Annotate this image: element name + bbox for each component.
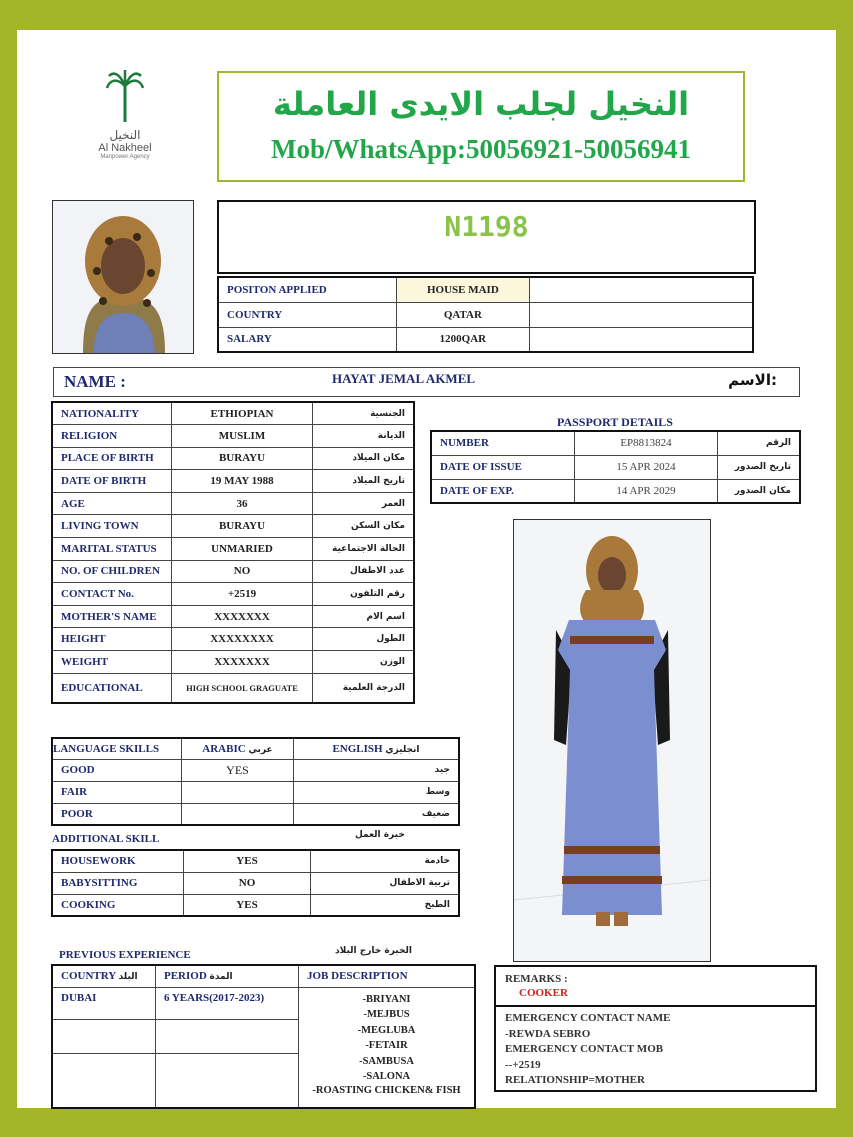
exp-country: DUBAI	[52, 987, 156, 1019]
job-item: -ROASTING CHICKEN& FISH	[312, 1084, 461, 1096]
row-label-arabic: مكان الميلاد	[313, 447, 415, 470]
row-label: WEIGHT	[52, 651, 172, 674]
name-label: NAME :	[64, 372, 126, 391]
row-label-arabic: رقم التلفون	[313, 583, 415, 606]
arabic-col-label: ARABIC	[202, 742, 246, 755]
emergency-mob-value: --+2519	[505, 1058, 541, 1071]
reference-code: N1198	[444, 210, 529, 243]
row-label: MOTHER'S NAME	[52, 605, 172, 628]
row-label-arabic: مكان السكن	[313, 515, 415, 538]
table-row	[52, 560, 414, 583]
table-row	[52, 492, 414, 515]
table-row	[52, 425, 414, 448]
additional-title-ar: خبرة العمل	[355, 830, 405, 840]
row-label: NUMBER	[431, 431, 575, 455]
language-header: LANGUAGE SKILLS	[52, 738, 182, 759]
row-value: XXXXXXX	[172, 651, 313, 674]
row-label: RELIGION	[52, 425, 172, 448]
col-period-ar: المدة	[209, 972, 233, 983]
table-row	[431, 455, 800, 479]
col-job: JOB DESCRIPTION	[299, 965, 476, 987]
row-label: EDUCATIONAL	[52, 673, 172, 703]
row-label-arabic: مكان الصدور	[718, 479, 801, 503]
row-value: BURAYU	[172, 515, 313, 538]
table-row	[52, 605, 414, 628]
english-col-label: ENGLISH	[332, 742, 383, 755]
row-value: HIGH SCHOOL GRAGUATE	[172, 673, 313, 703]
col-period: PERIOD	[164, 970, 207, 983]
row-value: 19 MAY 1988	[172, 470, 313, 493]
remarks-label: REMARKS :	[505, 973, 568, 985]
job-item: -MEJBUS	[363, 1009, 410, 1020]
row-value: +2519	[172, 583, 313, 606]
logo-subtitle: Manpower Agency	[100, 154, 150, 160]
col-country: COUNTRY	[61, 970, 116, 983]
row-label-arabic: تاريخ الميلاد	[313, 470, 415, 493]
experience-table	[51, 964, 476, 1109]
remarks-box	[494, 965, 817, 1092]
col-country-ar: البلد	[118, 972, 138, 983]
table-row	[52, 538, 414, 561]
row-value: NO	[184, 872, 311, 894]
country-label: COUNTRY	[218, 302, 397, 327]
row-label: CONTACT No.	[52, 583, 172, 606]
table-row	[52, 402, 414, 425]
row-label: LIVING TOWN	[52, 515, 172, 538]
additional-title: ADDITIONAL SKILL	[52, 833, 160, 845]
row-label: MARITAL STATUS	[52, 538, 172, 561]
table-row	[52, 447, 414, 470]
table-row	[52, 673, 414, 703]
logo-name: Al Nakheel	[98, 142, 152, 154]
row-label-arabic: خادمة	[311, 850, 460, 872]
row-value: YES	[184, 850, 311, 872]
job-item: -SALONA	[362, 1071, 411, 1082]
row-value: EP8813824	[575, 431, 718, 455]
table-row	[52, 894, 459, 916]
agency-logo	[75, 68, 175, 178]
row-label: NO. OF CHILDREN	[52, 560, 172, 583]
row-value: ETHIOPIAN	[172, 402, 313, 425]
row-label: HOUSEWORK	[52, 850, 184, 872]
row-label: DATE OF ISSUE	[431, 455, 575, 479]
emergency-name-value: -REWDA SEBRO	[505, 1027, 591, 1040]
row-label-arabic: تاريخ الصدور	[718, 455, 801, 479]
row-value: YES	[182, 759, 294, 781]
salary-value: 1200QAR	[397, 327, 530, 352]
table-row	[52, 628, 414, 651]
table-row	[52, 759, 459, 781]
portrait-photo	[52, 200, 194, 354]
row-label-arabic: العمر	[313, 492, 415, 515]
table-row	[52, 651, 414, 674]
experience-title: PREVIOUS EXPERIENCE	[59, 949, 191, 961]
language-table	[51, 737, 460, 826]
table-row	[52, 803, 459, 825]
job-item: -SAMBUSA	[359, 1055, 414, 1067]
table-row	[52, 470, 414, 493]
table-row	[52, 583, 414, 606]
row-label: FAIR	[52, 781, 182, 803]
row-label-arabic: ضعيف	[294, 803, 460, 825]
row-label-arabic: جيد	[294, 759, 460, 781]
passport-title: PASSPORT DETAILS	[557, 415, 673, 429]
table-row	[52, 872, 459, 894]
row-value: MUSLIM	[172, 425, 313, 448]
row-value	[182, 781, 294, 803]
row-value: XXXXXXX	[172, 605, 313, 628]
row-label-arabic: الطبخ	[311, 894, 460, 916]
row-label-arabic: الجنسية	[313, 402, 415, 425]
row-label: GOOD	[52, 759, 182, 781]
table-row	[52, 850, 459, 872]
additional-table	[51, 849, 460, 917]
arabic-col-ar: عربي	[248, 744, 273, 755]
row-value: 36	[172, 492, 313, 515]
row-value: XXXXXXXX	[172, 628, 313, 651]
table-row	[431, 479, 800, 503]
full-body-photo	[513, 519, 711, 962]
row-label-arabic: الحالة الاجتماعية	[313, 538, 415, 561]
row-label: PLACE OF BIRTH	[52, 447, 172, 470]
job-list	[299, 987, 476, 1108]
row-label: DATE OF BIRTH	[52, 470, 172, 493]
job-item: -FETAIR	[365, 1040, 408, 1051]
table-row	[52, 781, 459, 803]
row-label: COOKING	[52, 894, 184, 916]
row-label-arabic: الوزن	[313, 651, 415, 674]
row-label: AGE	[52, 492, 172, 515]
personal-table	[51, 401, 415, 704]
row-value: YES	[184, 894, 311, 916]
row-label-arabic: الديانة	[313, 425, 415, 448]
english-col-ar: انجليزي	[385, 744, 420, 755]
table-row	[431, 431, 800, 455]
salary-label: SALARY	[218, 327, 397, 352]
position-value: HOUSE MAID	[397, 277, 530, 302]
experience-title-ar: الخبرة خارج البلاد	[335, 946, 412, 956]
position-table	[217, 276, 754, 353]
emergency-name-label: EMERGENCY CONTACT NAME	[505, 1012, 671, 1024]
position-label: POSITON APPLIED	[218, 277, 397, 302]
row-value	[182, 803, 294, 825]
remarks-value: COOKER	[519, 987, 568, 999]
cv-page	[17, 30, 836, 1108]
job-item: -MEGLUBA	[357, 1024, 416, 1036]
row-value: UNMARIED	[172, 538, 313, 561]
emergency-mob-label: EMERGENCY CONTACT MOB	[505, 1043, 664, 1055]
row-label: BABYSITTING	[52, 872, 184, 894]
row-label: DATE OF EXP.	[431, 479, 575, 503]
row-label-arabic: وسط	[294, 781, 460, 803]
relationship: RELATIONSHIP=MOTHER	[505, 1074, 645, 1086]
row-label-arabic: عدد الاطفال	[313, 560, 415, 583]
job-item: -BRIYANI	[362, 993, 411, 1005]
country-value: QATAR	[397, 302, 530, 327]
row-label-arabic: الطول	[313, 628, 415, 651]
exp-period: 6 YEARS(2017-2023)	[156, 987, 299, 1019]
name-bar	[53, 367, 800, 397]
reference-box	[217, 200, 756, 274]
passport-table	[430, 430, 801, 504]
row-label-arabic: اسم الام	[313, 605, 415, 628]
row-value: 14 APR 2029	[575, 479, 718, 503]
row-label-arabic: الدرجة العلمية	[313, 673, 415, 703]
row-value: 15 APR 2024	[575, 455, 718, 479]
row-label: POOR	[52, 803, 182, 825]
name-value: HAYAT JEMAL AKMEL	[332, 371, 476, 386]
palm-logo-icon	[105, 68, 145, 124]
row-label: NATIONALITY	[52, 402, 172, 425]
agency-title-arabic: النخيل لجلب الايدى العاملة	[272, 85, 690, 123]
row-value: NO	[172, 560, 313, 583]
agency-contact: Mob/WhatsApp:50056921-50056941	[270, 134, 692, 164]
name-arabic: الاسم:	[728, 371, 777, 389]
table-row	[52, 515, 414, 538]
row-value: BURAYU	[172, 447, 313, 470]
agency-header	[217, 71, 745, 182]
row-label-arabic: الرقم	[718, 431, 801, 455]
row-label-arabic: تربية الاطفال	[311, 872, 460, 894]
row-label: HEIGHT	[52, 628, 172, 651]
logo-arabic: النخيل	[109, 128, 141, 142]
